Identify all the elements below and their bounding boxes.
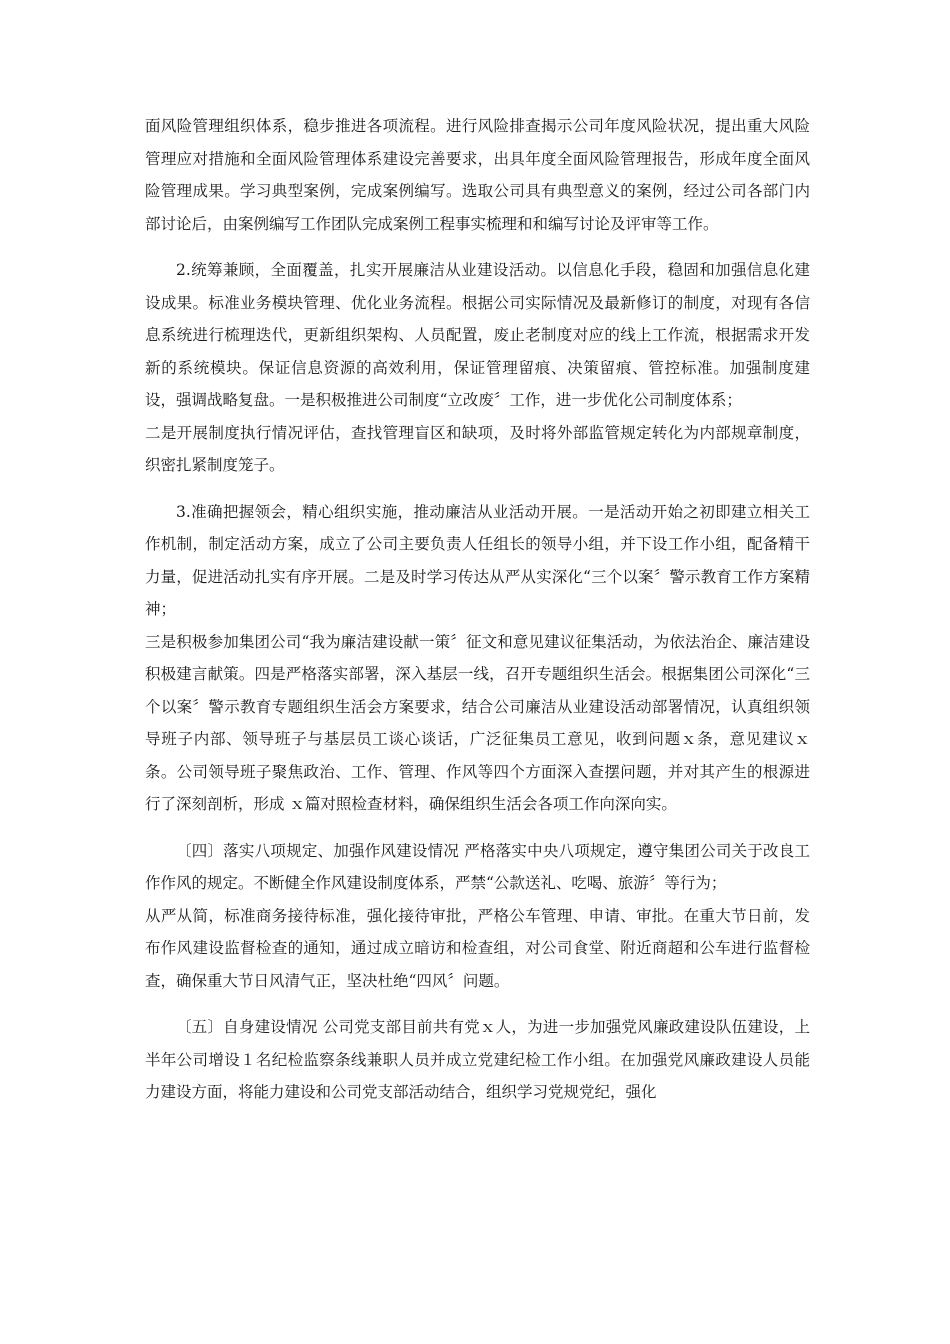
paragraph-self-construction [145, 1011, 810, 1109]
paragraph-risk-management [145, 110, 810, 240]
paragraph-text: 〔四〕落实八项规定、加强作风建设情况 严格落实中央八项规定，遵守集团公司关于改良工作作风的规定。不断健全作风建设制度体系，严禁“公款送礼、吃喝、旅游〞等行为； [145, 841, 810, 892]
paragraph-text: 面风险管理组织体系，稳步推进各项流程。进行风险排查揭示公司年度风险状况，提出重大风险管理应对措施和全面风险管理体系建设完善要求，出具年度全面风险管理报告，形成年度全面风险管理成果。学习典型案例，完成案例编写。选取公司具有典型意义的案例，经过公司各部门内部讨论后，由案例编写工作团队完成案例工程事实梳理和和编写讨论及评审等工作。 [145, 117, 810, 233]
paragraph-continuation: 三是积极参加集团公司“我为廉洁建设献一策〞征文和意见建议征集活动，为依法治企、廉洁建设积极建言献策。四是严格落实部署，深入基层一线，召开专题组织生活会。根据集团公司深化“三个以案〞警示教育专题组织生活会方案要求，结合公司廉洁从业建设活动部署情况，认真组织领导班子内部、领导班子与基层员工谈心谈话，广泛征集员工意见，收到问题ｘ条，意见建议ｘ条。公司领导班子聚焦政治、工作、管理、作风等四个方面深入查摆问题，并对其产生的根源进行了深刻剖析，形成 ｘ篇对照检查材料，确保组织生活会各项工作向深向实。 [145, 632, 810, 813]
document-body [145, 110, 810, 1123]
paragraph-text: 〔五〕自身建设情况 公司党支部目前共有党ｘ人，为进一步加强党风廉政建设队伍建设，上半年公司增设１名纪检监察条线兼职人员并成立党建纪检工作小组。在加强党风廉政建设人员能力建设方面，将能力建设和公司党支部活动结合，组织学习党规党纪，强化 [145, 1018, 810, 1101]
paragraph-continuation: 二是开展制度执行情况评估，查找管理盲区和缺项，及时将外部监管规定转化为内部规章制度，织密扎紧制度笼子。 [145, 423, 810, 474]
paragraph-eight-regulations [145, 835, 810, 998]
paragraph-clean-practice-building [145, 254, 810, 482]
paragraph-organize-implementation [145, 496, 810, 821]
paragraph-text: 3.准确把握领会，精心组织实施，推动廉洁从业活动开展。一是活动开始之初即建立相关工作机制，制定活动方案，成立了公司主要负责人任组长的领导小组，并下设工作小组，配备精干力量，促进活动扎实有序开展。二是及时学习传达从严从实深化“三个以案〞警示教育工作方案精神； [145, 502, 810, 618]
paragraph-text: 2.统筹兼顾，全面覆盖，扎实开展廉洁从业建设活动。以信息化手段，稳固和加强信息化建设成果。标准业务模块管理、优化业务流程。根据公司实际情况及最新修订的制度，对现有各信息系统进行梳理迭代，更新组织架构、人员配置，废止老制度对应的线上工作流，根据需求开发新的系统模块。保证信息资源的高效利用，保证管理留痕、决策留痕、管控标准。加强制度建设，强调战略复盘。一是积极推进公司制度“立改废〞工作，进一步优化公司制度体系； [145, 261, 810, 409]
paragraph-continuation: 从严从简，标准商务接待标准，强化接待审批，严格公车管理、申请、审批。在重大节日前，发布作风建设监督检查的通知，通过成立暗访和检查组，对公司食堂、附近商超和公车进行监督检查，确保重大节日风清气正，坚决杜绝“四风〞问题。 [145, 906, 810, 990]
